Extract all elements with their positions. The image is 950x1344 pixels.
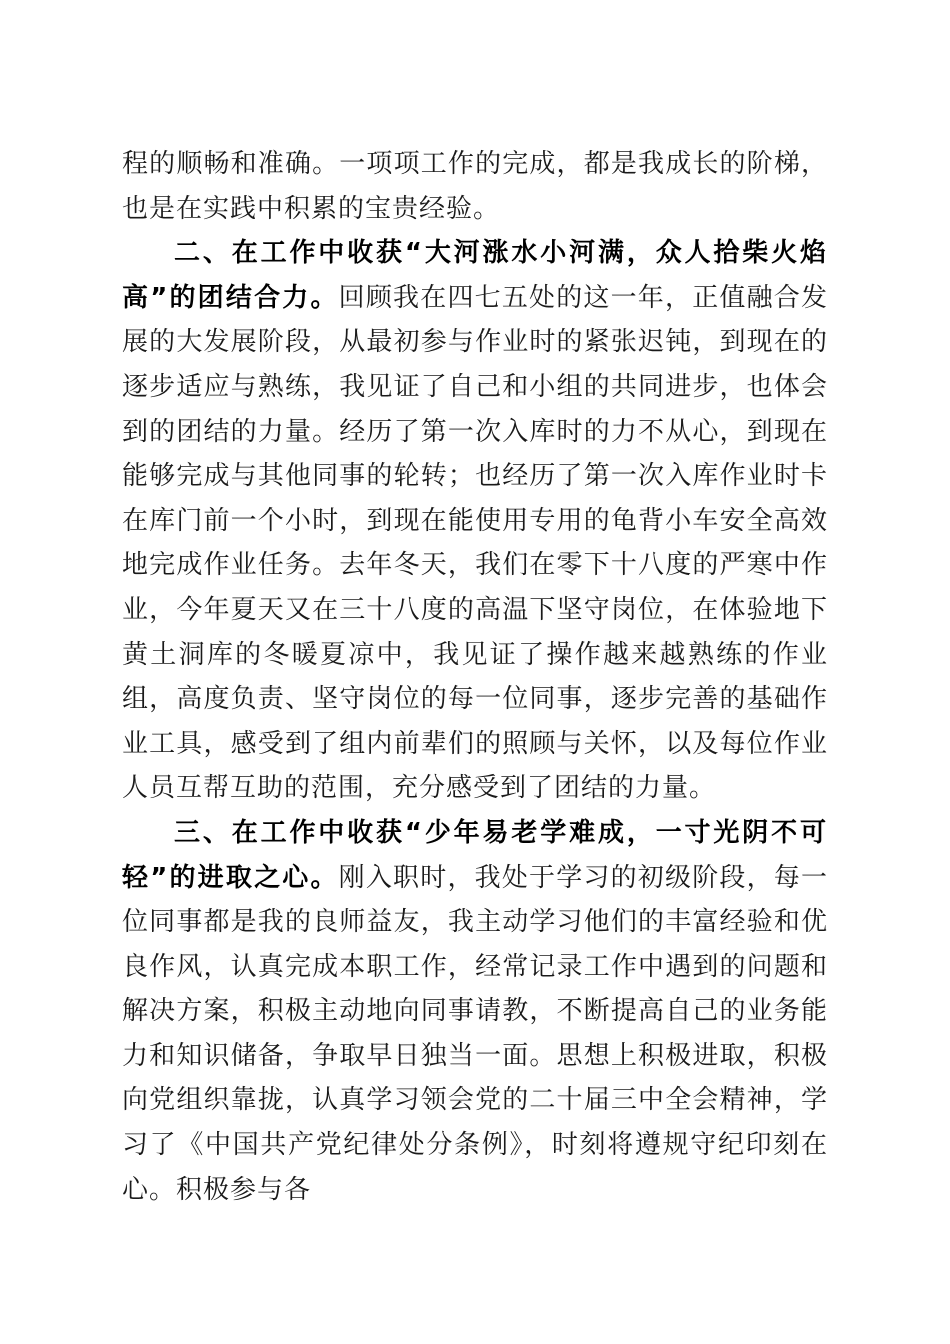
paragraph-section-2	[122, 231, 828, 811]
section-2-body: 回顾我在四七五处的这一年，正值融合发展的大发展阶段，从最初参与作业时的紧张迟钝，到现在的逐步适应与熟练，我见证了自己和小组的共同进步，也体会到的团结的力量。经历了第一次入库时的力不从心，到现在能够完成与其他同事的轮转；也经历了第一次入库作业时卡在库门前一个小时，到现在能使用专用的龟背小车安全高效地完成作业任务。去年冬天，我们在零下十八度的严寒中作业，今年夏天又在三十八度的高温下坚守岗位，在体验地下黄土洞库的冬暖夏凉中，我见证了操作越来越熟练的作业组，高度负责、坚守岗位的每一位同事，逐步完善的基础作业工具，感受到了组内前辈们的照顾与关怀，以及每位作业人员互帮互助的范围，充分感受到了团结的力量。	[122, 282, 828, 804]
section-3-body: 刚入职时，我处于学习的初级阶段，每一位同事都是我的良师益友，我主动学习他们的丰富经验和优良作风，认真完成本职工作，经常记录工作中遇到的问题和解决方案，积极主动地向同事请教，不断提高自己的业务能力和知识储备，争取早日独当一面。思想上积极进取，积极向党组织靠拢，认真学习领会党的二十届三中全会精神，学习了《中国共产党纪律处分条例》，时刻将遵规守纪印刻在心。积极参与各	[122, 862, 828, 1205]
paragraph-continuation: 程的顺畅和准确。一项项工作的完成，都是我成长的阶梯，也是在实践中积累的宝贵经验。	[122, 149, 828, 224]
paragraph-section-3	[122, 811, 828, 1212]
section-2-heading: 二、在工作中收获“大河涨水小河满，众人拾柴火焰高”的团结合力。	[122, 238, 828, 313]
document-body	[122, 142, 828, 1212]
section-3-heading: 三、在工作中收获“少年易老学难成，一寸光阴不可轻”的进取之心。	[122, 817, 828, 893]
